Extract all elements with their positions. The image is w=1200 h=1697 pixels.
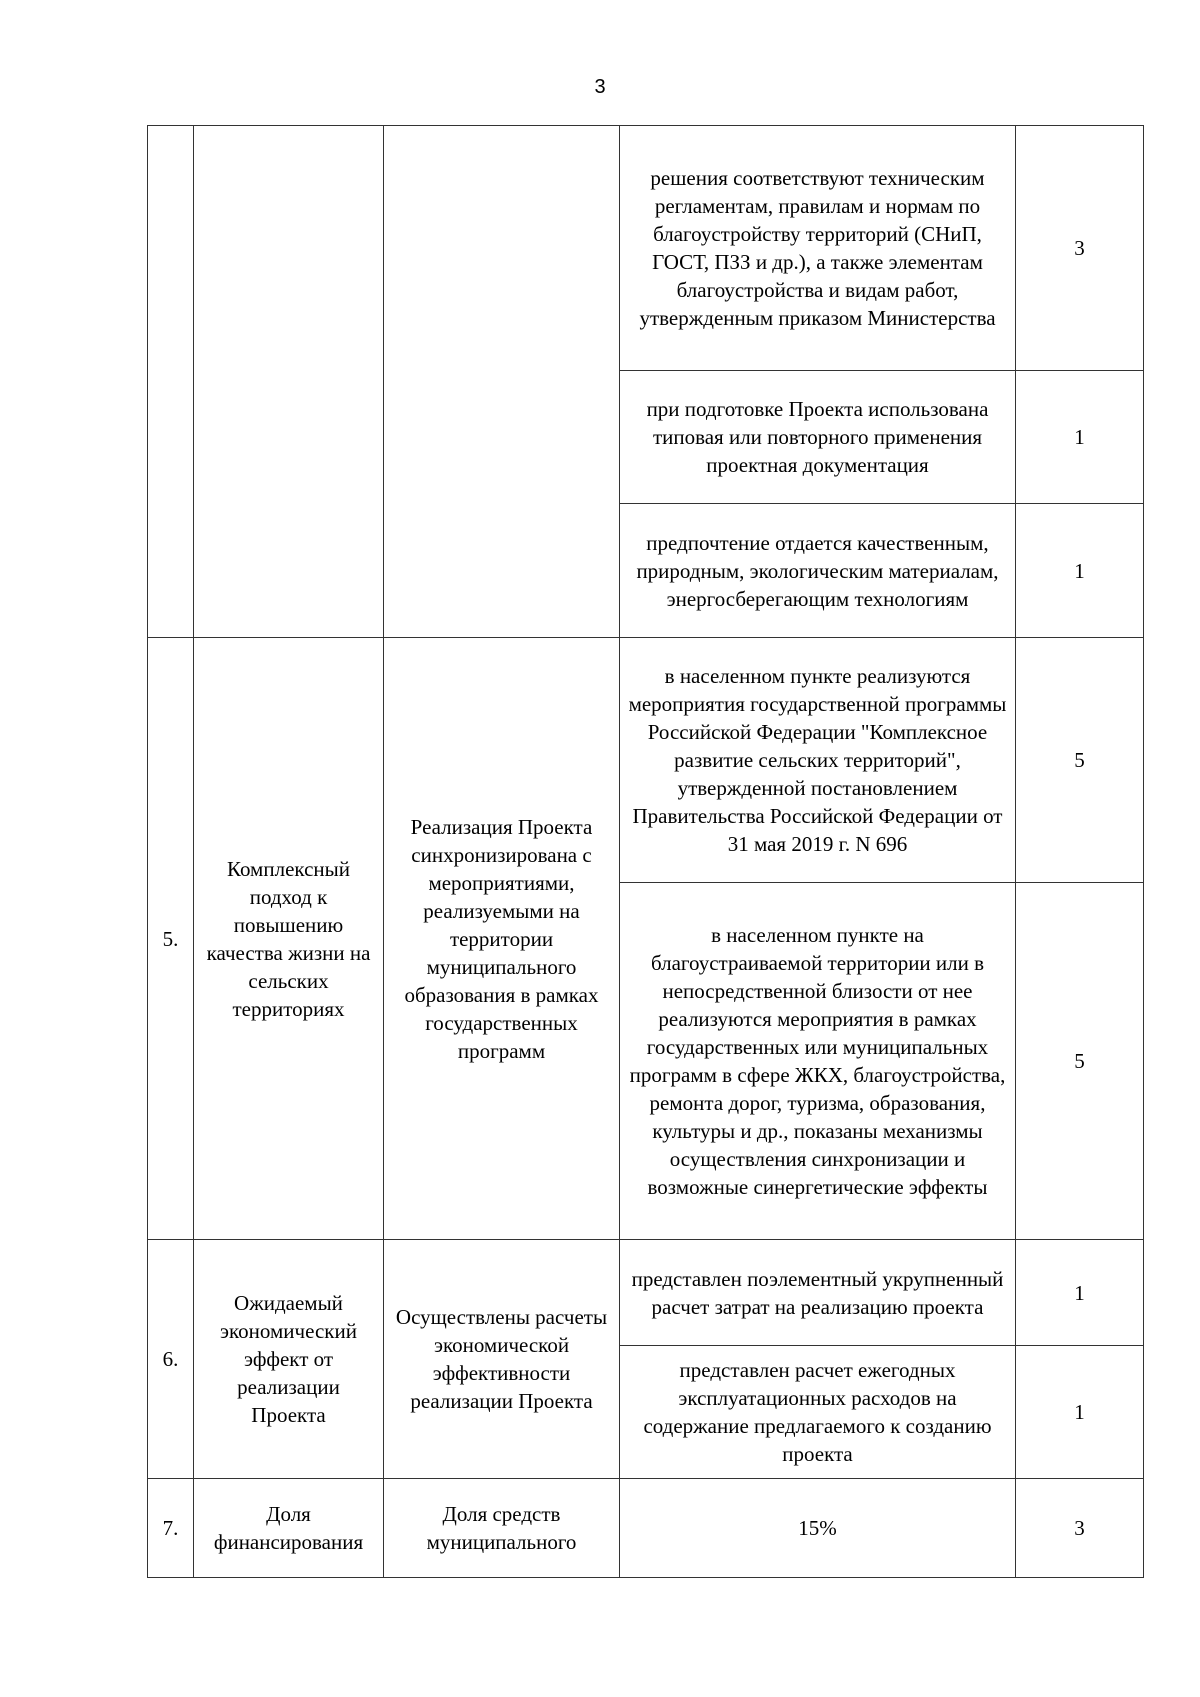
item-score: 1 bbox=[1016, 1240, 1144, 1346]
indicator-cell: Осуществлены расчеты экономической эффективности реализации Проекта bbox=[384, 1240, 620, 1479]
criterion-cell: Доля финансирования bbox=[194, 1479, 384, 1578]
table-row bbox=[148, 1479, 1144, 1578]
item-description: в населенном пункте на благоустраиваемой территории или в непосредственной близости от нее реализуются мероприятия в рамках государственных или муниципальных программ в сфере ЖКХ, благоустройства, ремонта дорог, туризма, образования, культуры и др., показаны механизмы осуществления синхронизации и возможные синергетические эффекты bbox=[620, 883, 1016, 1240]
criterion-cell bbox=[194, 126, 384, 638]
item-score: 5 bbox=[1016, 638, 1144, 883]
indicator-cell: Доля средств муниципального bbox=[384, 1479, 620, 1578]
criterion-cell: Комплексный подход к повышению качества жизни на сельских территориях bbox=[194, 638, 384, 1240]
page-number: 3 bbox=[594, 76, 606, 98]
indicator-cell: Реализация Проекта синхронизирована с мероприятиями, реализуемыми на территории муниципального образования в рамках государственных программ bbox=[384, 638, 620, 1240]
row-number: 7. bbox=[148, 1479, 194, 1578]
indicator-cell bbox=[384, 126, 620, 638]
item-description: представлен расчет ежегодных эксплуатационных расходов на содержание предлагаемого к созданию проекта bbox=[620, 1346, 1016, 1479]
table-row bbox=[148, 638, 1144, 883]
item-score: 1 bbox=[1016, 504, 1144, 638]
row-number bbox=[148, 126, 194, 638]
criterion-cell: Ожидаемый экономический эффект от реализации Проекта bbox=[194, 1240, 384, 1479]
table-row bbox=[148, 126, 1144, 371]
item-score: 3 bbox=[1016, 1479, 1144, 1578]
row-number: 6. bbox=[148, 1240, 194, 1479]
item-score: 5 bbox=[1016, 883, 1144, 1240]
criteria-table bbox=[147, 125, 1144, 1578]
item-description: решения соответствуют техническим регламентам, правилам и нормам по благоустройству территорий (СНиП, ГОСТ, ПЗЗ и др.), а также элементам благоустройства и видам работ, утвержденным приказом Министерства bbox=[620, 126, 1016, 371]
item-description: представлен поэлементный укрупненный расчет затрат на реализацию проекта bbox=[620, 1240, 1016, 1346]
item-description: в населенном пункте реализуются мероприятия государственной программы Российской Федерации "Комплексное развитие сельских территорий", утвержденной постановлением Правительства Российской Федерации от 31 мая 2019 г. N 696 bbox=[620, 638, 1016, 883]
item-description: 15% bbox=[620, 1479, 1016, 1578]
item-score: 1 bbox=[1016, 371, 1144, 504]
row-number: 5. bbox=[148, 638, 194, 1240]
item-score: 3 bbox=[1016, 126, 1144, 371]
item-description: предпочтение отдается качественным, природным, экологическим материалам, энергосберегающим технологиям bbox=[620, 504, 1016, 638]
table-row bbox=[148, 1240, 1144, 1346]
item-score: 1 bbox=[1016, 1346, 1144, 1479]
item-description: при подготовке Проекта использована типовая или повторного применения проектная документация bbox=[620, 371, 1016, 504]
